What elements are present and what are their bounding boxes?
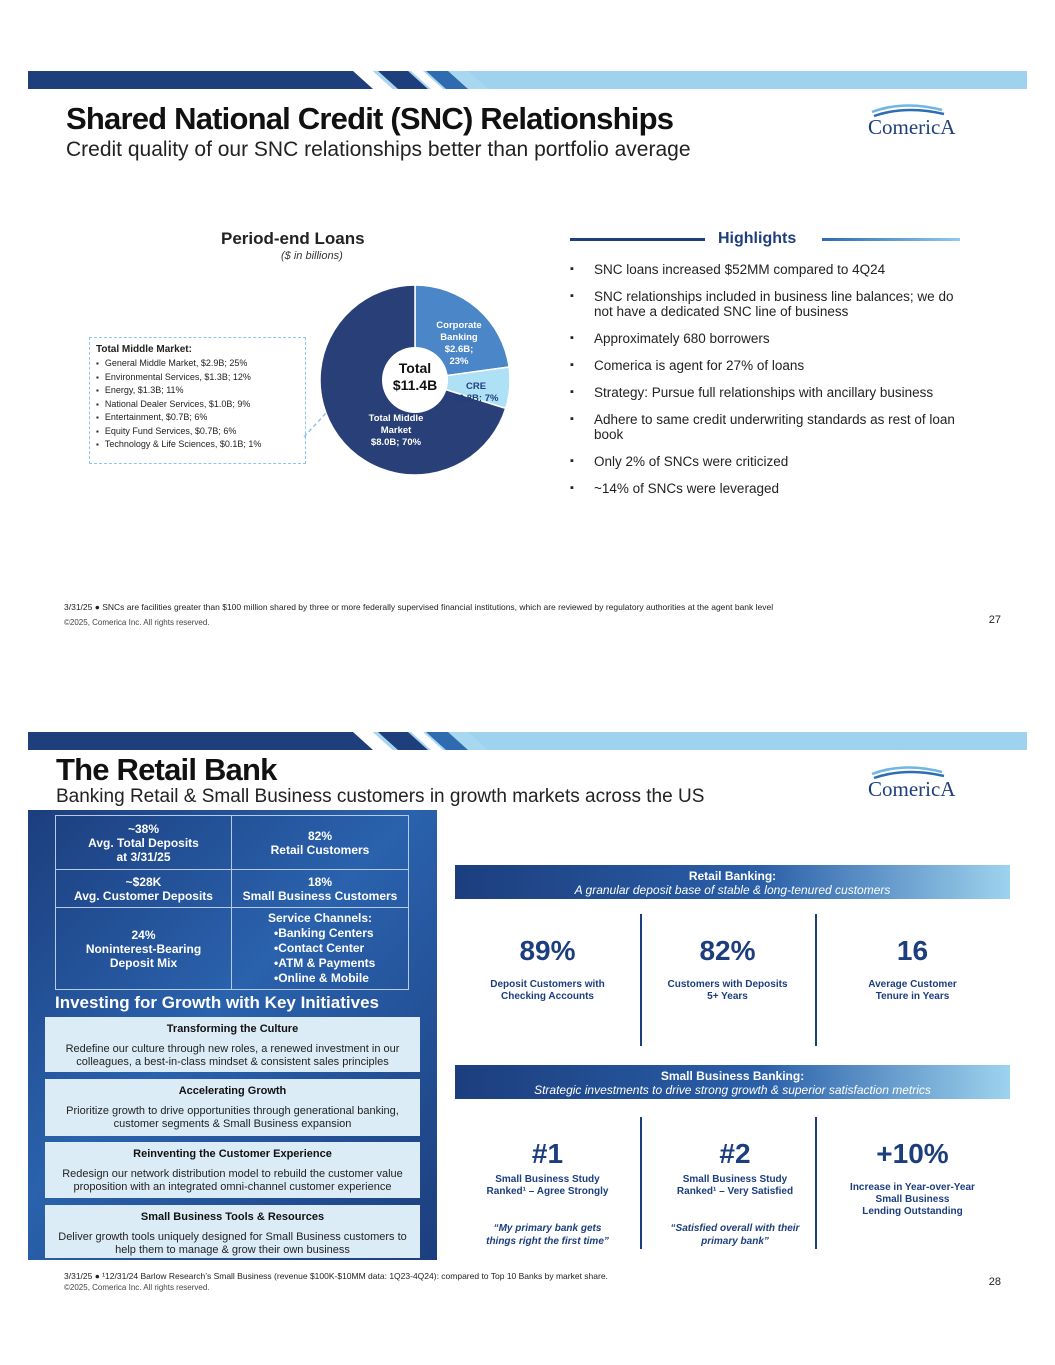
divider [815, 914, 817, 1046]
middle-market-breakdown-callout [89, 337, 306, 464]
list-item: ▪ Entertainment, $0.7B; 6% [96, 411, 305, 425]
svg-text:$8.0B; 70%: $8.0B; 70% [370, 437, 422, 448]
stat-cell: Service Channels: •Banking Centers •Contact Center •ATM & Payments •Online & Mobile [232, 908, 409, 990]
comerica-logo [864, 762, 976, 802]
initiative-card: Small Business Tools & Resources Deliver growth tools uniquely designed for Small Business customers to help them to manage & grow their own business [45, 1205, 420, 1258]
initiative-card: Reinventing the Customer Experience Redesign our network distribution model to rebuild the customer value proposition with an integrated omni-channel customer experience [45, 1142, 420, 1198]
total-label-1: Total [398, 360, 432, 376]
stat-cell: ~$28K Avg. Customer Deposits [56, 870, 232, 908]
stat-cell: 82% Retail Customers [232, 816, 409, 870]
initiative-card: Transforming the Culture Redefine our culture through new roles, a renewed investment in our colleagues, a best-in-class mindset & consistent sales principles [45, 1017, 420, 1072]
header-banner [28, 732, 1027, 750]
list-item: ▪ SNC relationships included in business line balances; we do not have a dedicated SNC line of business [570, 289, 960, 319]
list-item: ▪ ~14% of SNCs were leveraged [570, 481, 960, 496]
svg-text:ComericA: ComericA [868, 115, 956, 139]
page-title: The Retail Bank [56, 752, 277, 787]
list-item: ▪ Energy, $1.3B; 11% [96, 384, 305, 398]
header-banner [28, 71, 1027, 89]
svg-text:ComericA: ComericA [868, 777, 956, 801]
total-label-2: $11.4B [392, 377, 438, 393]
list-item: ▪ Strategy: Pursue full relationships with ancillary business [570, 385, 960, 400]
chart-title: Period-end Loans [221, 229, 365, 248]
page-subtitle: Credit quality of our SNC relationships better than portfolio average [66, 138, 691, 161]
svg-text:23%: 23% [449, 356, 469, 367]
list-item: ▪ Equity Fund Services, $0.7B; 6% [96, 425, 305, 439]
highlights-header [570, 230, 960, 252]
list-item: ▪ Adhere to same credit underwriting standards as rest of loan book [570, 412, 960, 442]
divider [640, 914, 642, 1046]
highlights-list [570, 262, 960, 508]
loans-donut-chart [318, 283, 512, 477]
chart-subtitle: ($ in billions) [281, 250, 343, 262]
list-item: ▪ Environmental Services, $1.3B; 12% [96, 371, 305, 385]
svg-text:$2.6B;: $2.6B; [444, 344, 474, 355]
stat-cell: ~38% Avg. Total Deposits at 3/31/25 [56, 816, 232, 870]
svg-text:Total Middle: Total Middle [368, 413, 424, 424]
list-item: ▪ Technology & Life Sciences, $0.1B; 1% [96, 438, 305, 452]
callout-list [96, 357, 305, 452]
copyright: ©2025, Comerica Inc. All rights reserved. [64, 1283, 210, 1292]
small-business-metric: +10% Increase in Year-over-Year Small Business Lending Outstanding [850, 1138, 975, 1217]
stat-cell: 18% Small Business Customers [232, 870, 409, 908]
list-item: ▪ National Dealer Services, $1.0B; 9% [96, 398, 305, 412]
highlights-title: Highlights [718, 230, 797, 247]
list-item: ▪ SNC loans increased $52MM compared to 4Q24 [570, 262, 960, 277]
retail-metric: 82% Customers with Deposits 5+ Years [667, 935, 788, 1002]
page-number: 28 [988, 1276, 1001, 1288]
divider [640, 1117, 642, 1249]
page-title: Shared National Credit (SNC) Relationships [66, 101, 674, 136]
retail-metric: 16 Average Customer Tenure in Years [868, 935, 957, 1002]
small-business-metric: #1 Small Business Study Ranked¹ – Agree Strongly “My primary bank gets things right the first time” [486, 1138, 609, 1247]
small-business-metric: #2 Small Business Study Ranked¹ – Very Satisfied “Satisfied overall with their primary bank” [670, 1138, 800, 1247]
comerica-logo [864, 100, 976, 140]
initiative-card: Accelerating Growth Prioritize growth to drive opportunities through generational banking, customer segments & Small Business expansion [45, 1079, 420, 1136]
initiatives-title: Investing for Growth with Key Initiatives [55, 993, 379, 1012]
retail-metric: 89% Deposit Customers with Checking Accounts [490, 935, 605, 1002]
svg-text:$0.8B; 7%: $0.8B; 7% [453, 393, 499, 404]
svg-text:Corporate: Corporate [436, 320, 482, 331]
callout-title: Total Middle Market: [96, 344, 192, 355]
retail-stats-table [55, 815, 409, 990]
svg-text:CRE: CRE [465, 381, 487, 392]
list-item: ▪ Approximately 680 borrowers [570, 331, 960, 346]
stat-cell: 24% Noninterest-Bearing Deposit Mix [56, 908, 232, 990]
retail-banking-header: Retail Banking: A granular deposit base of stable & long-tenured customers [455, 865, 1010, 899]
svg-text:Banking: Banking [440, 332, 478, 343]
page-subtitle: Banking Retail & Small Business customers in growth markets across the US [56, 786, 705, 807]
list-item: ▪ General Middle Market, $2.9B; 25% [96, 357, 305, 371]
small-business-header: Small Business Banking: Strategic investments to drive strong growth & superior satisfaction metrics [455, 1065, 1010, 1099]
list-item: ▪ Only 2% of SNCs were criticized [570, 454, 960, 469]
footnote: 3/31/25 ● SNCs are facilities greater than $100 million shared by three or more federally supervised financial institutions, which are reviewed by regulatory authorities at the agent bank level [64, 602, 774, 612]
footnote: 3/31/25 ● ¹12/31/24 Barlow Research’s Small Business (revenue $100K-$10MM data: 1Q23-4Q24): compared to Top 10 Banks by market share. [64, 1271, 608, 1281]
copyright: ©2025, Comerica Inc. All rights reserved. [64, 618, 210, 627]
svg-text:Market: Market [380, 425, 412, 436]
page-number: 27 [988, 614, 1001, 626]
list-item: ▪ Comerica is agent for 27% of loans [570, 358, 960, 373]
